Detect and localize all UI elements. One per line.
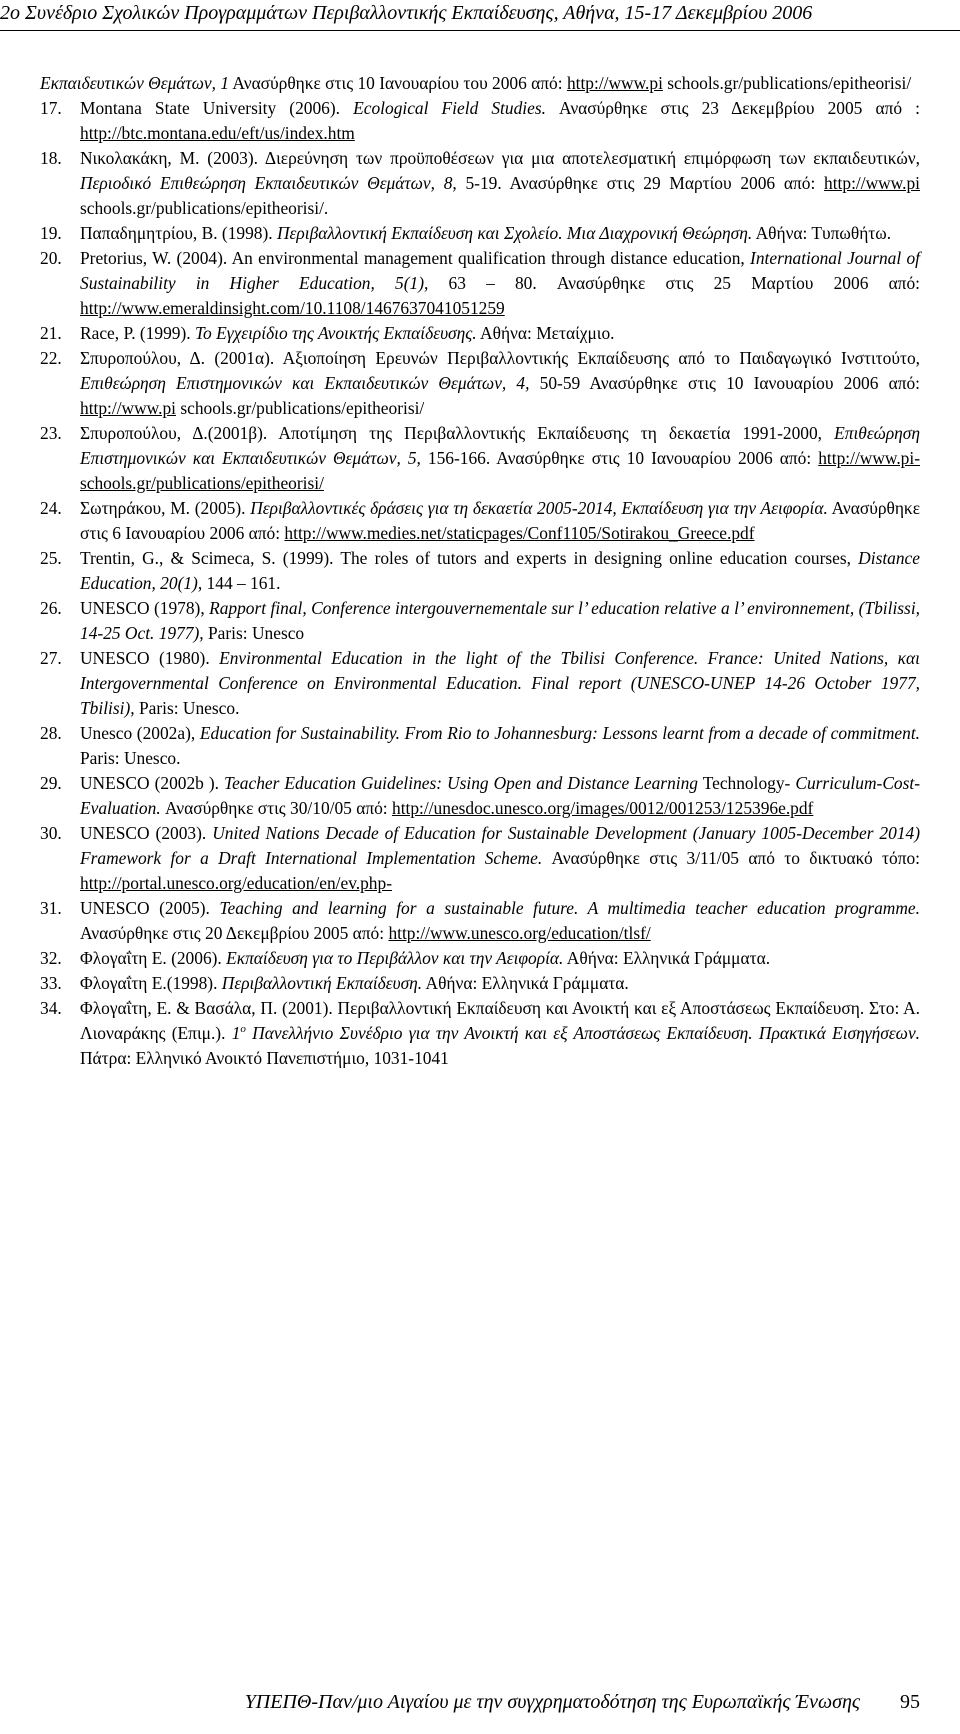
superscript: ο	[240, 1023, 246, 1036]
reference-text: UNESCO (1978),	[80, 598, 210, 618]
reference-number: 26.	[40, 598, 62, 618]
reference-body	[80, 996, 920, 1071]
reference-text: Σπυροπούλου, Δ. (2001α). Αξιοποίηση Ερευνών Περιβαλλοντικής Εκπαίδευσης από το Παιδαγωγικό Ινστιτούτο,	[80, 348, 920, 368]
reference-link[interactable]: http://unesdoc.unesco.org/images/0012/001253/125396e.pdf	[392, 798, 814, 818]
italic-title: Περιοδικό Επιθεώρηση Εκπαιδευτικών Θεμάτων, 8,	[80, 173, 457, 193]
reference-text: Αθήνα: Τυπωθήτω.	[752, 223, 892, 243]
reference-item	[40, 146, 920, 221]
reference-number: 34.	[40, 998, 62, 1018]
reference-text: schools.gr/publications/epitheorisi/	[175, 398, 425, 418]
reference-text: 50-59 Ανασύρθηκε στις 10 Ιανουαρίου 2006 από:	[529, 373, 921, 393]
reference-item	[40, 96, 920, 146]
italic-title: Curriculum-Cost-Evaluation.	[80, 773, 920, 818]
reference-item	[40, 421, 920, 496]
reference-item	[40, 646, 920, 721]
italic-title: International Journal of Sustainability in Higher Education, 5(1),	[80, 248, 920, 293]
reference-text: Παπαδημητρίου, Β. (1998).	[80, 223, 277, 243]
reference-text: 144 – 161.	[202, 573, 281, 593]
reference-body	[80, 221, 920, 246]
reference-item	[40, 896, 920, 946]
italic-title: Education for Sustainability. From Rio to Johannesburg: Lessons learnt from a decade of commitment.	[199, 723, 921, 743]
reference-body	[80, 321, 920, 346]
reference-text: Race, P. (1999).	[80, 323, 195, 343]
italic-title: Περιβαλλοντική Εκπαίδευση.	[221, 973, 423, 993]
reference-body	[80, 346, 920, 421]
reference-continuation	[40, 71, 920, 96]
reference-number: 23.	[40, 423, 62, 443]
reference-text: schools.gr/publications/epitheorisi/	[662, 73, 912, 93]
reference-item	[40, 221, 920, 246]
reference-body	[80, 246, 920, 321]
reference-item	[40, 496, 920, 546]
italic-title: Περιβαλλοντικές δράσεις για τη δεκαετία 2005-2014, Εκπαίδευση για την Αειφορία.	[250, 498, 828, 518]
reference-item	[40, 596, 920, 646]
page-footer	[245, 1690, 920, 1714]
italic-title: Teacher Education Guidelines: Using Open and Distance Learning	[224, 773, 698, 793]
reference-list	[40, 71, 920, 1071]
reference-number: 20.	[40, 248, 62, 268]
reference-number: 28.	[40, 723, 62, 743]
reference-text: Ανασύρθηκε στις 6 Ιανουαρίου 2006 από:	[80, 498, 921, 543]
reference-link[interactable]: http://www.pi-schools.gr/publications/epitheorisi/	[80, 448, 920, 493]
reference-text: Ανασύρθηκε στις 20 Δεκεμβρίου 2005 από:	[80, 923, 389, 943]
reference-text: Σπυροπούλου, Δ.(2001β). Αποτίμηση της Περιβαλλοντικής Εκπαίδευσης τη δεκαετία 1991-2000,	[80, 423, 835, 443]
reference-text: UNESCO (2003).	[80, 823, 213, 843]
reference-body	[80, 771, 920, 821]
reference-body	[80, 596, 920, 646]
reference-text: Technology-	[698, 773, 796, 793]
italic-title: Distance Education, 20(1),	[80, 548, 920, 593]
references-container	[40, 96, 920, 1071]
reference-number: 17.	[40, 98, 62, 118]
italic-title: United Nations Decade of Education for Sustainable Development (January 1005-December 2014) Framework for a Draft International Implementation Scheme.	[80, 823, 920, 868]
reference-text: UNESCO (2005).	[80, 898, 220, 918]
reference-link[interactable]: http://www.pi	[566, 73, 663, 93]
reference-text: Φλογαΐτη, Ε. & Βασάλα, Π. (2001). Περιβαλλοντική Εκπαίδευση και Ανοικτή και εξ Αποστάσεως Εκπαίδευση. Στο: Α. Λιοναράκης (Επιμ.).	[80, 998, 920, 1043]
reference-text: Αθήνα: Μεταίχμιο.	[476, 323, 615, 343]
reference-link[interactable]: http://www.emeraldinsight.com/10.1108/1467637041051259	[80, 298, 505, 318]
reference-number: 33.	[40, 973, 62, 993]
reference-item	[40, 971, 920, 996]
reference-link[interactable]: http://www.pi	[824, 173, 920, 193]
italic-title: Rapport final, Conference intergouvernementale sur l’ education relative a l’ environnement, (Tbilissi, 14-25 Oct. 1977),	[80, 598, 920, 643]
italic-title: Environmental Education in the light of the Tbilisi Conference. France: United Nations, και Intergovernmental Conference on Environmental Education. Final report (UNESCO-UNEP 14-26 October 1977, Tbilisi),	[80, 648, 920, 718]
reference-text: Pretorius, W. (2004). An environmental management qualification through distance education,	[80, 248, 751, 268]
reference-text: Νικολακάκη, Μ. (2003).	[80, 148, 265, 168]
reference-body	[80, 971, 920, 996]
italic-title: Εκπαίδευση για το Περιβάλλον και την Αειφορία.	[226, 948, 564, 968]
reference-body	[80, 496, 920, 546]
reference-text: UNESCO (2002b ).	[80, 773, 225, 793]
reference-item	[40, 996, 920, 1071]
reference-body	[80, 946, 920, 971]
page-number: 95	[900, 1691, 920, 1713]
italic-title: Το Εγχειρίδιο της Ανοικτής Εκπαίδευσης.	[194, 323, 477, 343]
reference-item	[40, 946, 920, 971]
reference-number: 22.	[40, 348, 62, 368]
reference-number: 32.	[40, 948, 62, 968]
reference-text: Αθήνα: Ελληνικά Γράμματα.	[422, 973, 629, 993]
reference-text: Unesco (2002a),	[80, 723, 200, 743]
reference-link[interactable]: http://portal.unesco.org/education/en/ev.php-	[80, 873, 392, 893]
reference-text: Ανασύρθηκε στις 3/11/05 από το δικτυακό τόπο:	[542, 848, 920, 868]
reference-body	[80, 546, 920, 596]
reference-item	[40, 771, 920, 821]
reference-item	[40, 721, 920, 771]
reference-text: Φλογαΐτη Ε. (2006).	[80, 948, 227, 968]
header-rule	[0, 30, 960, 31]
reference-item	[40, 246, 920, 321]
reference-text: Paris: Unesco.	[134, 698, 240, 718]
reference-number: 19.	[40, 223, 62, 243]
reference-link[interactable]: http://btc.montana.edu/eft/us/index.htm	[80, 123, 355, 143]
reference-number: 27.	[40, 648, 62, 668]
reference-body	[80, 821, 920, 896]
italic-title: Εκπαιδευτικών Θεμάτων, 1	[40, 73, 230, 93]
italic-title: 1	[231, 1023, 241, 1043]
reference-body	[80, 96, 920, 146]
reference-text: Paris: Unesco	[203, 623, 305, 643]
reference-text: Φλογαΐτη Ε.(1998).	[80, 973, 222, 993]
reference-text: 63 – 80. Ανασύρθηκε στις 25 Μαρτίου 2006 από:	[428, 273, 920, 293]
reference-number: 18.	[40, 148, 62, 168]
reference-body	[80, 421, 920, 496]
reference-body	[80, 146, 920, 221]
reference-number: 31.	[40, 898, 62, 918]
reference-body	[80, 896, 920, 946]
page-header	[0, 0, 960, 30]
reference-text: Ανασύρθηκε στις 30/10/05 από:	[160, 798, 392, 818]
reference-text: Ανασύρθηκε στις 10 Ιανουαρίου του 2006 από:	[229, 73, 567, 93]
reference-text: Paris: Unesco.	[80, 748, 181, 768]
reference-number: 30.	[40, 823, 62, 843]
italic-title: Επιθεώρηση Επιστημονικών και Εκπαιδευτικών Θεμάτων, 5,	[80, 423, 920, 468]
reference-text: UNESCO (1980).	[80, 648, 220, 668]
italic-title: Πανελλήνιο Συνέδριο για την Ανοικτή και εξ Αποστάσεως Εκπαίδευση. Πρακτικά Εισηγήσεων.	[245, 1023, 921, 1043]
reference-number: 24.	[40, 498, 62, 518]
reference-number: 25.	[40, 548, 62, 568]
reference-text: Σωτηράκου, Μ. (2005).	[80, 498, 251, 518]
reference-item	[40, 321, 920, 346]
reference-item	[40, 546, 920, 596]
reference-link[interactable]: http://www.medies.net/staticpages/Conf1105/Sotirakou_Greece.pdf	[284, 523, 755, 543]
reference-text: 5-19. Ανασύρθηκε στις 29 Μαρτίου 2006 από:	[456, 173, 825, 193]
reference-item	[40, 346, 920, 421]
reference-text: Διερεύνηση των προϋποθέσεων για μια αποτελεσματική επιμόρφωση των εκπαιδευτικών,	[264, 148, 920, 168]
italic-title: Επιθεώρηση Επιστημονικών και Εκπαιδευτικών Θεμάτων, 4,	[80, 373, 530, 393]
reference-text: Αθήνα: Ελληνικά Γράμματα.	[563, 948, 771, 968]
reference-text: 156-166. Ανασύρθηκε στις 10 Ιανουαρίου 2006 από:	[420, 448, 819, 468]
reference-number: 29.	[40, 773, 62, 793]
italic-title: Περιβαλλοντική Εκπαίδευση και Σχολείο. Μια Διαχρονική Θεώρηση.	[276, 223, 753, 243]
reference-number: 21.	[40, 323, 62, 343]
reference-text: Montana State University (2006).	[80, 98, 354, 118]
reference-body	[80, 721, 920, 771]
reference-body	[80, 646, 920, 721]
italic-title: Ecological Field Studies.	[353, 98, 546, 118]
reference-item	[40, 821, 920, 896]
reference-text: schools.gr/publications/epitheorisi/.	[80, 198, 329, 218]
reference-link[interactable]: http://www.pi	[80, 398, 176, 418]
reference-text: Πάτρα: Ελληνικό Ανοικτό Πανεπιστήμιο, 1031-1041	[80, 1048, 449, 1068]
header-title: 2ο Συνέδριο Σχολικών Προγραμμάτων Περιβαλλοντικής Εκπαίδευσης, Αθήνα, 15-17 Δεκεμβρίου 2006	[0, 2, 813, 24]
reference-link[interactable]: http://www.unesco.org/education/tlsf/	[388, 923, 651, 943]
footer-text: ΥΠΕΠΘ-Παν/μιο Αιγαίου με την συγχρηματοδότηση της Ευρωπαϊκής Ένωσης	[244, 1691, 860, 1713]
italic-title: Teaching and learning for a sustainable future. A multimedia teacher education programme.	[219, 898, 920, 918]
reference-text: Trentin, G., & Scimeca, S. (1999). The roles of tutors and experts in designing online education courses,	[80, 548, 859, 568]
reference-text: Ανασύρθηκε στις 23 Δεκεμβρίου 2005 από :	[545, 98, 920, 118]
